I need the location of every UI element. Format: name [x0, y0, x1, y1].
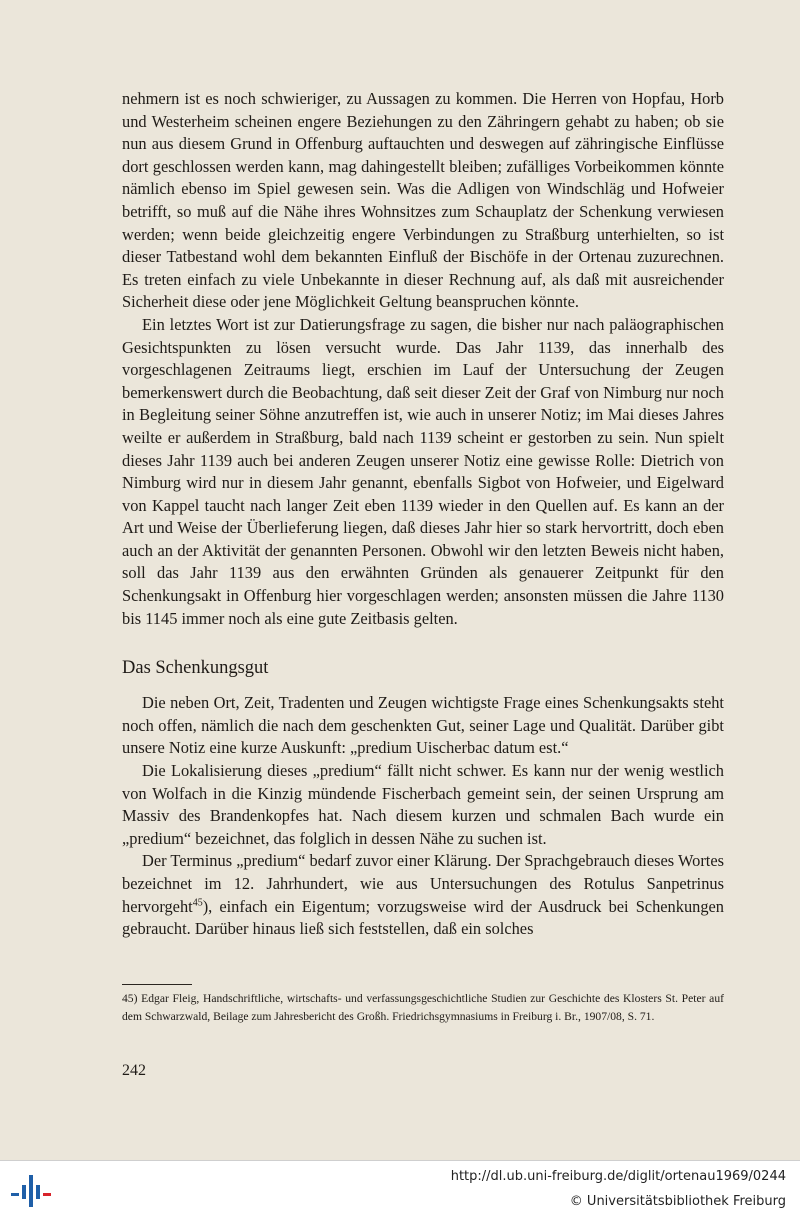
paragraph-4: Die Lokalisierung dieses „predium“ fällt nicht schwer. Es kann nur der wenig westlich von Wolfach in die Kinzig mündende Fischerbach gemeint sein, der seinen Ursprung am Massiv des Brandenkopfes hat. Nach diesem kurzen und schmalen Bach wurde ein „predium“ bezeichnet, das folglich in dessen Nähe zu suchen ist. [122, 761, 724, 848]
section-heading: Das Schenkungsgut [122, 658, 269, 679]
footnote-reference: 45 [192, 897, 203, 909]
footnote-divider [122, 984, 192, 985]
paragraph-3: Die neben Ort, Zeit, Tradenten und Zeugen wichtigste Frage eines Schenkungsakts steht noch offen, nämlich die nach dem geschenkten Gut, seiner Lage und Qualität. Darüber gibt unsere Notiz eine kurze Auskunft: „predium Uischerbac datum est.“ [122, 693, 724, 758]
page-number: 242 [122, 1062, 146, 1079]
viewer-footer [0, 1160, 800, 1221]
ub-freiburg-logo-icon [8, 1171, 56, 1211]
footnote: 45) Edgar Fleig, Handschriftliche, wirtschafts- und verfassungsgeschichtliche Studien zur Geschichte des Klosters St. Peter auf dem Schwarzwald, Beilage zum Jahresbericht des Großh. Friedrichsgymnasiums in Freiburg i. Br., 1907/08, S. 71. [122, 992, 724, 1023]
paragraph-5-end: ), einfach ein Eigentum; vorzugsweise wird der Ausdruck bei Schenkungen gebraucht. Darüber hinaus ließ sich feststellen, daß ein solches [122, 896, 724, 939]
paragraph-5-start: Der Terminus „predium“ bedarf zuvor einer Klärung. Der Sprachgebrauch dieses Wortes bezeichnet im 12. Jahrhundert, wie aus Untersuchungen des Rotulus Sanpetrinus hervorgeht [122, 851, 724, 916]
paragraph-1: nehmern ist es noch schwieriger, zu Aussagen zu kommen. Die Herren von Hopfau, Horb und Westerheim scheinen engere Beziehungen zu den Zähringern gehabt zu haben; ob sie nun aus diesem Grund in Offenburg auftauchten und deswegen auf zähringische Einflüsse dort geschlossen werden kann, mag dahingestellt bleiben; zufälliges Vorbeikommen könnte nämlich ebenso im Spiel gewesen sein. Was die Adligen von Windschläg und Hofweier betrifft, so muß auf die Nähe ihres Wohnsitzes zum Schauplatz der Schenkung verwiesen werden; wenn beide gleichzeitig engere Verbindungen zu Straßburg unterhielten, so ist dieser Tatbestand wohl dem bekannten Einfluß der Bischöfe in der Ortenau zuzurechnen. Es treten einfach zu viele Unbekannte in dieser Rechnung auf, als daß mit ausreichender Sicherheit diese oder jene Möglichkeit Geltung beanspruchen könnte. [122, 89, 724, 312]
copyright-text: © Universitätsbibliothek Freiburg [569, 1194, 786, 1209]
body-text [122, 88, 724, 941]
paragraph-5 [122, 850, 724, 940]
paragraph-2: Ein letztes Wort ist zur Datierungsfrage zu sagen, die bisher nur nach paläographischen Gesichtspunkten zu lösen versucht wurde. Das Jahr 1139, das innerhalb des vorgeschlagenen Zeitraums liegt, erschien im Lauf der Untersuchung der Zeugen bemerkenswert durch die Beobachtung, daß seit dieser Zeit der Graf von Nimburg nur noch in Begleitung seiner Söhne anzutreffen ist, wie auch in unserer Notiz; im Mai dieses Jahres weilte er außerdem in Straßburg, bald nach 1139 scheint er gestorben zu sein. Nun spielt dieses Jahr 1139 auch bei anderen Zeugen unserer Notiz eine gewisse Rolle: Dietrich von Nimburg wird nur in diesem Jahr genannt, ebenfalls Sigbot von Hofweier, und Eigelward von Kappel taucht nach langer Zeit eben 1139 wieder in den Quellen auf. Es kann an der Art und Weise der Überlieferung liegen, daß dieses Jahr hier so stark hervortritt, doch eben auch an der Aktivität der genannten Personen. Obwohl wir den letzten Beweis nicht haben, soll das Jahr 1139 aus den erwähnten Gründen als genauerer Zeitpunkt für den Schenkungsakt in Offenburg hier vorgeschlagen werden; ansonsten müssen die Jahre 1130 bis 1145 immer noch als eine gute Zeitbasis gelten. [122, 314, 724, 628]
source-url-link[interactable]: http://dl.ub.uni-freiburg.de/diglit/ortenau1969/0244 [450, 1169, 786, 1184]
